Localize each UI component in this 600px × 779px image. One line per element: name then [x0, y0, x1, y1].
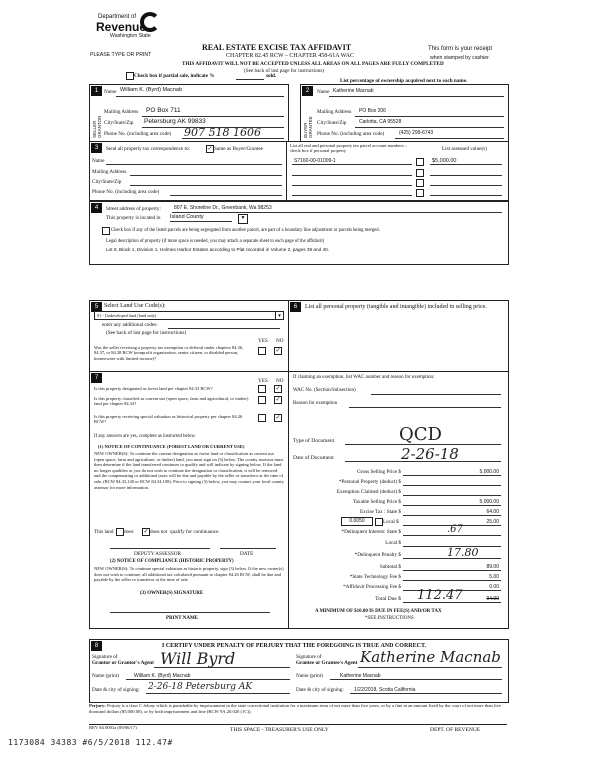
perjury-statement — [89, 703, 507, 714]
doc-date-label: Date of Document — [293, 455, 334, 461]
grantee-date-city-line — [350, 693, 502, 694]
calc-row-exemption-label: Exemption Claimed (deduct) $ — [336, 489, 401, 495]
seller-side-label: SELLER GRANTOR — [92, 115, 102, 138]
grantor-signature[interactable]: Will Byrd — [160, 649, 236, 668]
county-label: This property is located in — [106, 215, 161, 221]
reason-label: Reason for exemption — [293, 401, 338, 406]
seller-mailing-label: Mailing Address — [104, 109, 139, 115]
section-buyer — [300, 84, 509, 142]
corr-city-label: City/State/Zip — [92, 179, 122, 185]
buyer-phone-label: Phone No. (including area code) — [317, 131, 385, 137]
tech-fee-line — [403, 580, 501, 581]
seller-name-line — [116, 96, 284, 97]
land-use-yes-header: YES — [258, 338, 268, 344]
local-value[interactable]: 25.00 — [486, 519, 499, 525]
same-as-buyer-checkbox[interactable]: ✓ — [207, 146, 213, 152]
land-use-dropdown-icon[interactable]: ▼ — [275, 312, 283, 319]
street-line — [172, 212, 502, 213]
interest-local-label: Local $ — [385, 540, 401, 546]
grantor-print-line — [126, 679, 290, 680]
corr-phone-label: Phone No. (including area code) — [92, 189, 160, 195]
parcel-1-line — [292, 164, 412, 165]
forest-notice-title: (1) NOTICE OF CONTINUANCE (FOREST LAND OR CURRENT USE) — [98, 444, 245, 449]
local-label: Local $ — [383, 519, 399, 525]
grantee-print-line — [330, 679, 502, 680]
calc-row-state-label: Excise Tax : State $ — [359, 509, 401, 515]
grantor-sig-label-1: Signature of — [92, 654, 118, 660]
seller-phone-value[interactable]: 907 518 1606 — [184, 126, 261, 139]
parcel-4-field[interactable] — [292, 195, 412, 196]
perjury-label: Perjury: — [89, 703, 106, 708]
partial-sale-sold: sold. — [266, 73, 277, 79]
calc-row-taxable-line — [403, 505, 501, 506]
buyer-city-label: City/State/Zip — [317, 120, 347, 126]
see-instructions-note: *SEE INSTRUCTIONS — [365, 616, 414, 621]
total-due-value[interactable]: 112.47 — [417, 588, 463, 603]
grantee-date-city-value[interactable]: 1/22/2018, Scotia California — [354, 687, 416, 693]
grantor-print-label: Name (print) — [92, 673, 119, 679]
seller-name-label: Name — [104, 89, 117, 95]
deputy-date-label: DATE — [240, 551, 254, 557]
section-number-1: 1 — [91, 86, 102, 96]
processing-fee-value[interactable]: 0.00 — [489, 584, 499, 590]
section-number-3: 3 — [91, 143, 102, 153]
buyer-phone-value[interactable]: (425) 299-6743 — [399, 130, 434, 136]
owner-signature-label: (3) OWNER(S) SIGNATURE — [140, 591, 204, 596]
corr-phone-field[interactable] — [170, 195, 282, 196]
tech-fee-value[interactable]: 5.00 — [489, 574, 499, 580]
deputy-date-field[interactable] — [220, 548, 276, 549]
calc-row-gross-label: Gross Selling Price $ — [357, 469, 401, 475]
land-use-see-back: (See back of last page for instructions) — [106, 330, 187, 336]
section-seller — [89, 84, 289, 142]
perjury-text: Perjury is a class C felony which is punishable by imprisonment in the state correctional institution for a maximum term of not more than five years, or by a fine in an amount fixed by the court of not more than five thousand dollars ($5,000.00), or by both imprisonment and fine (RCW 9A.20.020 (1C)). — [89, 703, 501, 714]
segregated-checkbox[interactable] — [102, 227, 110, 235]
section-land-use — [89, 300, 289, 372]
parcel-3-field[interactable] — [292, 185, 412, 186]
parcel-1-value-line — [430, 164, 502, 165]
exemption-yes-checkbox[interactable] — [258, 347, 266, 355]
seller-mailing-line — [142, 116, 284, 117]
receipt-note-1: This form is your receipt — [428, 46, 493, 52]
corr-mailing-field[interactable] — [130, 175, 282, 176]
penalty-value[interactable]: 17.80 — [447, 546, 479, 559]
qualify-label: qualify for continuance. — [170, 529, 220, 535]
parcel-4-value-field[interactable] — [430, 195, 502, 196]
subtotal-value[interactable]: 89.00 — [486, 564, 499, 570]
local-rate-field[interactable]: 0.0050 — [341, 517, 373, 526]
additional-codes-label: enter any additional codes: — [102, 322, 158, 328]
tech-fee-label: *State Technology Fee $ — [349, 574, 401, 580]
buyer-mailing-line — [355, 116, 504, 117]
logo-state-text: Washington State — [110, 33, 151, 39]
minimum-due-note: A MINIMUM OF $10.00 IS DUE IN FEE(S) AND/OR TAX — [315, 609, 442, 614]
partial-sale-label: Check box if partial sale, indicate % — [134, 73, 215, 79]
dept-note: DEPT. OF REVENUE — [430, 727, 481, 733]
legal-value[interactable]: Lot 9, Block 1, Division 1, Holmes Harbor Estates according to Plat recorded in Volume 2, pages 39 and 40. — [106, 247, 330, 252]
partial-sale-percent-field[interactable] — [236, 79, 264, 80]
section-tax-calc — [288, 371, 509, 629]
section-personal-property — [288, 300, 509, 372]
buyer-city-line — [355, 127, 504, 128]
doc-date-value[interactable]: 2-26-18 — [401, 445, 459, 463]
grantee-print-label: Name (print) — [296, 673, 323, 679]
owner-signature-field[interactable] — [110, 612, 270, 613]
same-as-buyer-label: Same as Buyer/Grantee — [214, 146, 263, 152]
personal-property-label: List all personal property (tangible and intangible) included in selling price. — [305, 304, 487, 310]
partial-sale-checkbox[interactable] — [126, 72, 134, 80]
exemption-no-checkbox[interactable]: ✓ — [275, 348, 281, 354]
correspondence-label: Send all property tax correspondence to: — [106, 146, 190, 152]
buyer-side-label: BUYER GRANTEE — [303, 116, 313, 138]
grantee-signature[interactable]: Katherine Macnab — [360, 648, 501, 666]
seller-city-value[interactable]: Petersburg AK 99833 — [144, 118, 206, 125]
parcels-header: List all real and personal property tax parcel account numbers – check box if personal property — [290, 143, 408, 153]
parcel-1-personal-checkbox[interactable] — [416, 158, 424, 166]
wac-field[interactable] — [371, 394, 501, 395]
corr-city-field[interactable] — [130, 185, 282, 186]
print-name-label: PRINT NAME — [166, 616, 198, 621]
forest-q2: Is this property classified as current use (open space, farm and agricultural, or timber) land per chapter 84.34? — [94, 396, 249, 407]
buyer-phone-line — [395, 138, 504, 139]
forest-if-yes: If any answers are yes, complete as instructed below. — [94, 434, 196, 439]
land-use-selected: 91 - Undeveloped land (land only) — [97, 313, 157, 318]
forest-no-header: NO — [276, 378, 284, 384]
this-land-label: This land — [94, 529, 114, 535]
land-does-not-checkbox[interactable]: ✓ — [143, 529, 149, 535]
wac-label: WAC No. (Section/Subsection) — [293, 388, 356, 393]
calc-row-state-value[interactable]: 64.00 — [486, 509, 499, 515]
forest-q3-no-checkbox[interactable]: ✓ — [275, 415, 281, 421]
calc-row-taxable-value[interactable]: 5,000.00 — [479, 499, 499, 505]
corr-name-label: Name — [92, 158, 105, 164]
section-correspondence — [89, 141, 509, 201]
deputy-signature-field[interactable] — [110, 548, 210, 549]
buyer-mailing-label: Mailing Address — [317, 109, 352, 115]
land-use-select[interactable] — [94, 311, 284, 320]
calc-row-gross-value[interactable]: 5,000.00 — [479, 469, 499, 475]
section-number-4: 4 — [91, 203, 102, 213]
section-number-2: 2 — [302, 86, 313, 96]
cashier-stamp: 1173084 34383 #6/5/2018 112.47# — [8, 738, 173, 747]
penalty-label: *Delinquent Penalty $ — [354, 552, 401, 558]
county-select[interactable]: Island County — [170, 214, 232, 222]
logo-dept-text: Department of — [98, 14, 137, 20]
doc-type-value[interactable]: QCD — [399, 424, 442, 445]
forest-q1-no-checkbox[interactable]: ✓ — [275, 386, 281, 392]
doc-type-label: Type of Document — [293, 438, 335, 444]
buyer-name-label: Name — [317, 89, 330, 95]
local-rate-checkbox[interactable] — [375, 518, 383, 526]
treasurer-note: THIS SPACE - TREASURER'S USE ONLY — [230, 727, 329, 733]
section-number-5: 5 — [91, 302, 102, 312]
certify-statement: I CERTIFY UNDER PENALTY OF PERJURY THAT THE FOREGOING IS TRUE AND CORRECT. — [162, 643, 427, 649]
grantor-date-city-label: Date & city of signing: — [92, 687, 140, 693]
footer-rule — [89, 724, 507, 725]
form-chapter: CHAPTER 82.45 RCW – CHAPTER 458-61A WAC — [226, 53, 354, 59]
logo-revenue-text: Revenue — [96, 20, 147, 34]
parcel-3-value-field[interactable] — [430, 185, 502, 186]
forest-q1: Is this property designated as forest land per chapter 84.33 RCW? — [94, 386, 213, 391]
grantee-sig-label-2: Grantee or Grantee's Agent — [296, 660, 358, 666]
parcel-1-value[interactable]: $5,000.00 — [432, 158, 457, 164]
parcel-4-personal-checkbox[interactable] — [416, 189, 424, 197]
section-forest — [89, 371, 289, 629]
interest-state-line — [403, 535, 501, 536]
calc-row-personal-line — [403, 485, 501, 486]
land-use-no-header: NO — [276, 338, 284, 344]
forest-notice-body: NEW OWNER(S): To continue the current designation as forest land or classification as current use (open space, farm and agriculture, or timber) land, you must sign on (3) below. The county assessor must then determine if the land transferred continues to qualify and will indicate by signing below. If the land no longer qualifies or you do not wish to continue the designation or classification, it will be removed and the compensating or additional taxes will be due and payable by the seller or transferor at the time of sale. (RCW 84.33.140 or RCW 84.34.108). Prior to signing (3) below, you may contact your local county assessor for more information. — [94, 451, 284, 490]
dor-logo — [96, 12, 166, 48]
calc-row-gross-line — [403, 475, 501, 476]
grantor-date-city-value[interactable]: 2-26-18 Petersburg AK — [148, 682, 253, 692]
calc-row-taxable-label: Taxable Selling Price $ — [352, 499, 401, 505]
exemption-note: If claiming an exemption, list WAC number and reason for exemption: — [293, 375, 435, 380]
section-number-8: 8 — [91, 641, 102, 651]
forest-q2-yes-checkbox[interactable] — [258, 396, 266, 404]
section-number-7: 7 — [91, 373, 102, 383]
subtotal-line — [403, 570, 501, 571]
grantee-date-city-label: Date & city of signing: — [296, 687, 344, 693]
total-due-label: Total Due $ — [375, 596, 401, 602]
buyer-mailing-value[interactable]: PO Box 206 — [359, 108, 386, 114]
land-does-checkbox[interactable] — [116, 528, 124, 536]
county-dropdown-icon[interactable]: ▼ — [238, 214, 248, 224]
seller-mailing-value[interactable]: PO Box 711 — [146, 107, 181, 114]
grantor-date-city-line — [146, 693, 290, 694]
form-see-back: (See back of last page for instructions) — [244, 68, 325, 74]
land-does-label: does — [124, 529, 134, 535]
buyer-name-value[interactable]: Katherine Macnab — [333, 88, 374, 94]
total-due-typed: 94.00 — [486, 596, 499, 602]
forest-q2-no-checkbox[interactable]: ✓ — [275, 397, 281, 403]
grantor-sig-label-2: Grantor or Grantor's Agent — [92, 660, 154, 666]
land-does-not-label: does not — [150, 529, 168, 535]
subtotal-label: Subtotal $ — [379, 564, 401, 570]
historic-title: (2) NOTICE OF COMPLIANCE (HISTORIC PROPERTY) — [110, 559, 234, 564]
receipt-note-2: when stamped by cashier. — [430, 55, 490, 61]
parcel-2-value-field[interactable] — [430, 175, 502, 176]
parcel-2-field[interactable] — [292, 175, 412, 176]
print-note: PLEASE TYPE OR PRINT — [90, 52, 152, 58]
processing-fee-label: *Affidavit Processing Fee $ — [343, 584, 401, 590]
calc-row-state-line — [403, 515, 501, 516]
forest-q3: Is this property receiving special valuation as historical property per chapter 84.26 RCW? — [94, 414, 243, 425]
form-notice: THIS AFFIDAVIT WILL NOT BE ACCEPTED UNLESS ALL AREAS ON ALL PAGES ARE FULLY COMPLETED — [182, 61, 444, 67]
assessed-header: List assessed value(s) — [442, 146, 487, 152]
parcel-2-personal-checkbox[interactable] — [416, 169, 424, 177]
historic-body: NEW OWNER(S): To continue special valuation as historic property, sign (3) below. If the new owner(s) does not wish to continue, all additional tax calculated pursuant to chapter 84.26 RCW, shall be due and payable by the seller or transferor at the time of sale. — [94, 566, 284, 583]
interest-state-value[interactable]: .67 — [447, 524, 463, 535]
deputy-label: DEPUTY ASSESSOR — [134, 551, 181, 557]
buyer-city-value[interactable]: Carlotta, CA 95528 — [359, 119, 402, 125]
exemption-question: Was the seller receiving a property tax exemption or deferral under chapters 84.36, 84.37, or 84.38 RCW (nonprofit organization, senior citizen, or disabled person, homeowner with limited income)? — [94, 345, 244, 361]
section-certify — [89, 639, 509, 703]
corr-mailing-label: Mailing Address — [92, 169, 127, 175]
seller-city-label: City/State/Zip — [104, 120, 134, 126]
land-use-label: Select Land Use Code(s): — [104, 303, 166, 309]
grantee-sig-line — [358, 667, 502, 668]
section-number-6: 6 — [290, 302, 301, 312]
ownership-note: List percentage of ownership acquired next to each name. — [340, 78, 468, 84]
rev-number: REV 84 0001a (09/06/17) — [89, 725, 137, 730]
forest-q3-yes-checkbox[interactable] — [258, 414, 266, 422]
buyer-name-line — [329, 96, 504, 97]
calc-row-exemption-line — [403, 495, 501, 496]
seller-phone-label: Phone No. (including area code) — [104, 131, 172, 137]
grantor-print-value[interactable]: William K. (Byrd) Macnab — [134, 673, 191, 679]
form-title: REAL ESTATE EXCISE TAX AFFIDAVIT — [202, 43, 352, 52]
parcels-divider — [286, 142, 287, 200]
grantee-print-value[interactable]: Katherine Macnab — [340, 673, 381, 679]
seller-name-value[interactable]: William K. (Byrd) Macnab — [120, 87, 183, 93]
reason-field[interactable] — [349, 407, 501, 408]
forest-q1-yes-checkbox[interactable] — [258, 385, 266, 393]
street-label: Street address of property: — [106, 206, 161, 212]
grantee-sig-label-1: Signature of — [296, 654, 322, 660]
parcel-3-personal-checkbox[interactable] — [416, 179, 424, 187]
section-property — [89, 201, 509, 265]
legal-label: Legal description of property (if more space is needed, you may attach a separate sheet to each page of the affidavit) — [106, 239, 325, 244]
calc-row-personal-label: *Personal Property (deduct) $ — [338, 479, 401, 485]
forest-yes-header: YES — [258, 378, 268, 384]
additional-codes-field[interactable] — [168, 328, 280, 329]
parcel-1-number[interactable]: S7160-00-01009-1 — [294, 158, 336, 164]
interest-state-label: *Delinquent Interest: State $ — [341, 529, 401, 535]
corr-name-field[interactable] — [106, 164, 282, 165]
segregated-label: Check box if any of the listed parcels are being segregated from another parcel, are part of a boundary line adjustment or parcels being merged. — [111, 228, 380, 233]
street-value[interactable]: 807 E. Shoreline Dr., Greenbank, Wa 98253 — [174, 205, 272, 211]
